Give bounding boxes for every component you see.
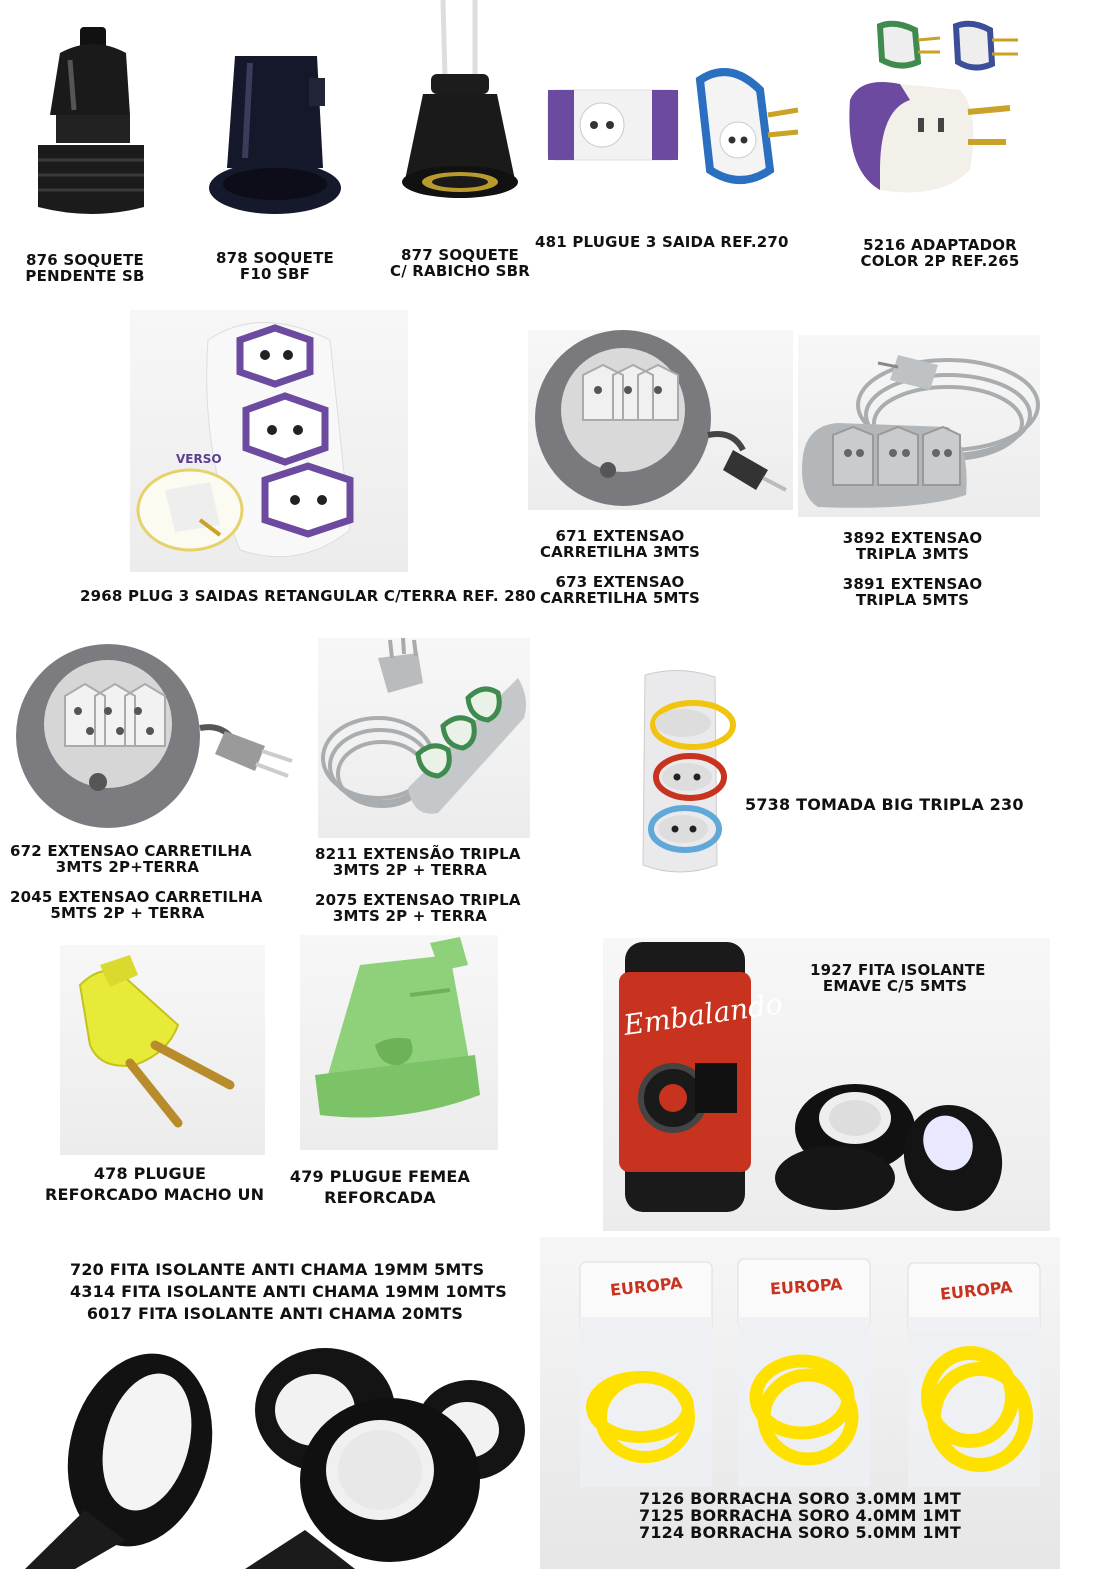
label-line: 3892 EXTENSAO: [842, 529, 983, 547]
product-876-image: [30, 25, 150, 220]
label-line: 6017 FITA ISOLANTE ANTI CHAMA 20MTS: [86, 1304, 464, 1323]
label-line: REFORCADA: [324, 1188, 436, 1207]
label-line: 671 EXTENSAO: [555, 527, 685, 545]
label-line: CARRETILHA 5MTS: [539, 589, 701, 607]
label-line: C/ RABICHO SBR: [389, 262, 530, 280]
label-line: 3891 EXTENSAO: [842, 575, 983, 593]
label-line: 8211 EXTENSÃO TRIPLA: [315, 845, 521, 863]
product-671-label: [530, 528, 710, 606]
europa-brand-2: EUROPA: [769, 1274, 844, 1299]
product-5216-image: [840, 20, 1040, 205]
label-line: 481 PLUGUE 3 SAIDA REF.270: [535, 233, 789, 251]
label-line: CARRETILHA 3MTS: [539, 543, 701, 561]
label-line: TRIPLA 5MTS: [855, 591, 970, 609]
label-line: 4314 FITA ISOLANTE ANTI CHAMA 19MM 10MTS: [70, 1282, 507, 1301]
label-line: EMAVE C/5 5MTS: [822, 977, 968, 995]
product-877-label: [380, 247, 540, 279]
label-line: 479 PLUGUE FEMEA: [289, 1167, 471, 1186]
label-line: 3MTS 2P+TERRA: [55, 858, 200, 876]
product-5738-label: [745, 795, 1024, 814]
label-line: COLOR 2P REF.265: [860, 252, 1020, 270]
product-720-label: [70, 1259, 507, 1325]
label-line: 876 SOQUETE: [26, 251, 144, 269]
label-line: 878 SOQUETE: [216, 249, 334, 267]
europa-brand-1: EUROPA: [609, 1273, 684, 1300]
embalando-brand: Embalando: [621, 987, 785, 1042]
label-line: 5216 ADAPTADOR: [863, 236, 1017, 254]
product-878-label: [200, 250, 350, 282]
label-line: REFORCADO MACHO UN: [45, 1185, 265, 1204]
product-878-image: [205, 48, 345, 218]
product-3892-image: [798, 335, 1040, 517]
product-1927-label: [810, 961, 986, 995]
label-line: 2075 EXTENSAO TRIPLA: [315, 891, 521, 909]
label-line: 7124 BORRACHA SORO 5.0MM 1MT: [639, 1523, 961, 1542]
label-line: 673 EXTENSAO: [555, 573, 685, 591]
verso-caption: VERSO: [176, 452, 222, 466]
product-2968-image: [130, 310, 408, 572]
label-line: 877 SOQUETE: [401, 246, 519, 264]
product-877-image: [395, 0, 525, 210]
product-672-label: [10, 842, 263, 922]
label-line: 2968 PLUG 3 SAIDAS RETANGULAR C/TERRA REF. 280: [80, 587, 537, 605]
label-line: 7126 BORRACHA SORO 3.0MM 1MT: [639, 1489, 961, 1508]
label-line: 7125 BORRACHA SORO 4.0MM 1MT: [639, 1506, 961, 1525]
product-671-image: [528, 330, 793, 510]
label-line: F10 SBF: [239, 265, 311, 283]
label-line: 720 FITA ISOLANTE ANTI CHAMA 19MM 5MTS: [70, 1260, 485, 1279]
product-478-label: [45, 1163, 265, 1205]
product-876-label: [10, 252, 160, 284]
product-2968-label: [80, 587, 537, 605]
label-line: 2045 EXTENSAO CARRETILHA: [10, 888, 263, 906]
product-481-image: [540, 60, 810, 195]
product-479-label: [285, 1166, 475, 1208]
label-line: 1927 FITA ISOLANTE: [810, 961, 986, 979]
europa-brand-3: EUROPA: [939, 1277, 1014, 1304]
product-5216-label: [855, 237, 1025, 269]
product-720-image: [15, 1330, 525, 1569]
label-line: TRIPLA 3MTS: [855, 545, 970, 563]
label-line: 672 EXTENSAO CARRETILHA: [10, 842, 252, 860]
product-478-image: [60, 945, 265, 1155]
label-line: 3MTS 2P + TERRA: [332, 907, 488, 925]
label-line: 5738 TOMADA BIG TRIPLA 230: [745, 795, 1024, 814]
label-line: 478 PLUGUE: [93, 1164, 207, 1183]
product-479-image: [300, 935, 498, 1150]
label-line: 5MTS 2P + TERRA: [50, 904, 205, 922]
product-672-image: [10, 636, 300, 836]
label-line: PENDENTE SB: [25, 267, 145, 285]
product-5738-image: [605, 665, 745, 880]
product-7126-label: [630, 1490, 970, 1541]
product-8211-label: [315, 845, 521, 925]
label-line: 3MTS 2P + TERRA: [332, 861, 488, 879]
product-8211-image: [318, 638, 530, 838]
product-3892-label: [830, 530, 995, 608]
product-481-label: [535, 233, 789, 251]
